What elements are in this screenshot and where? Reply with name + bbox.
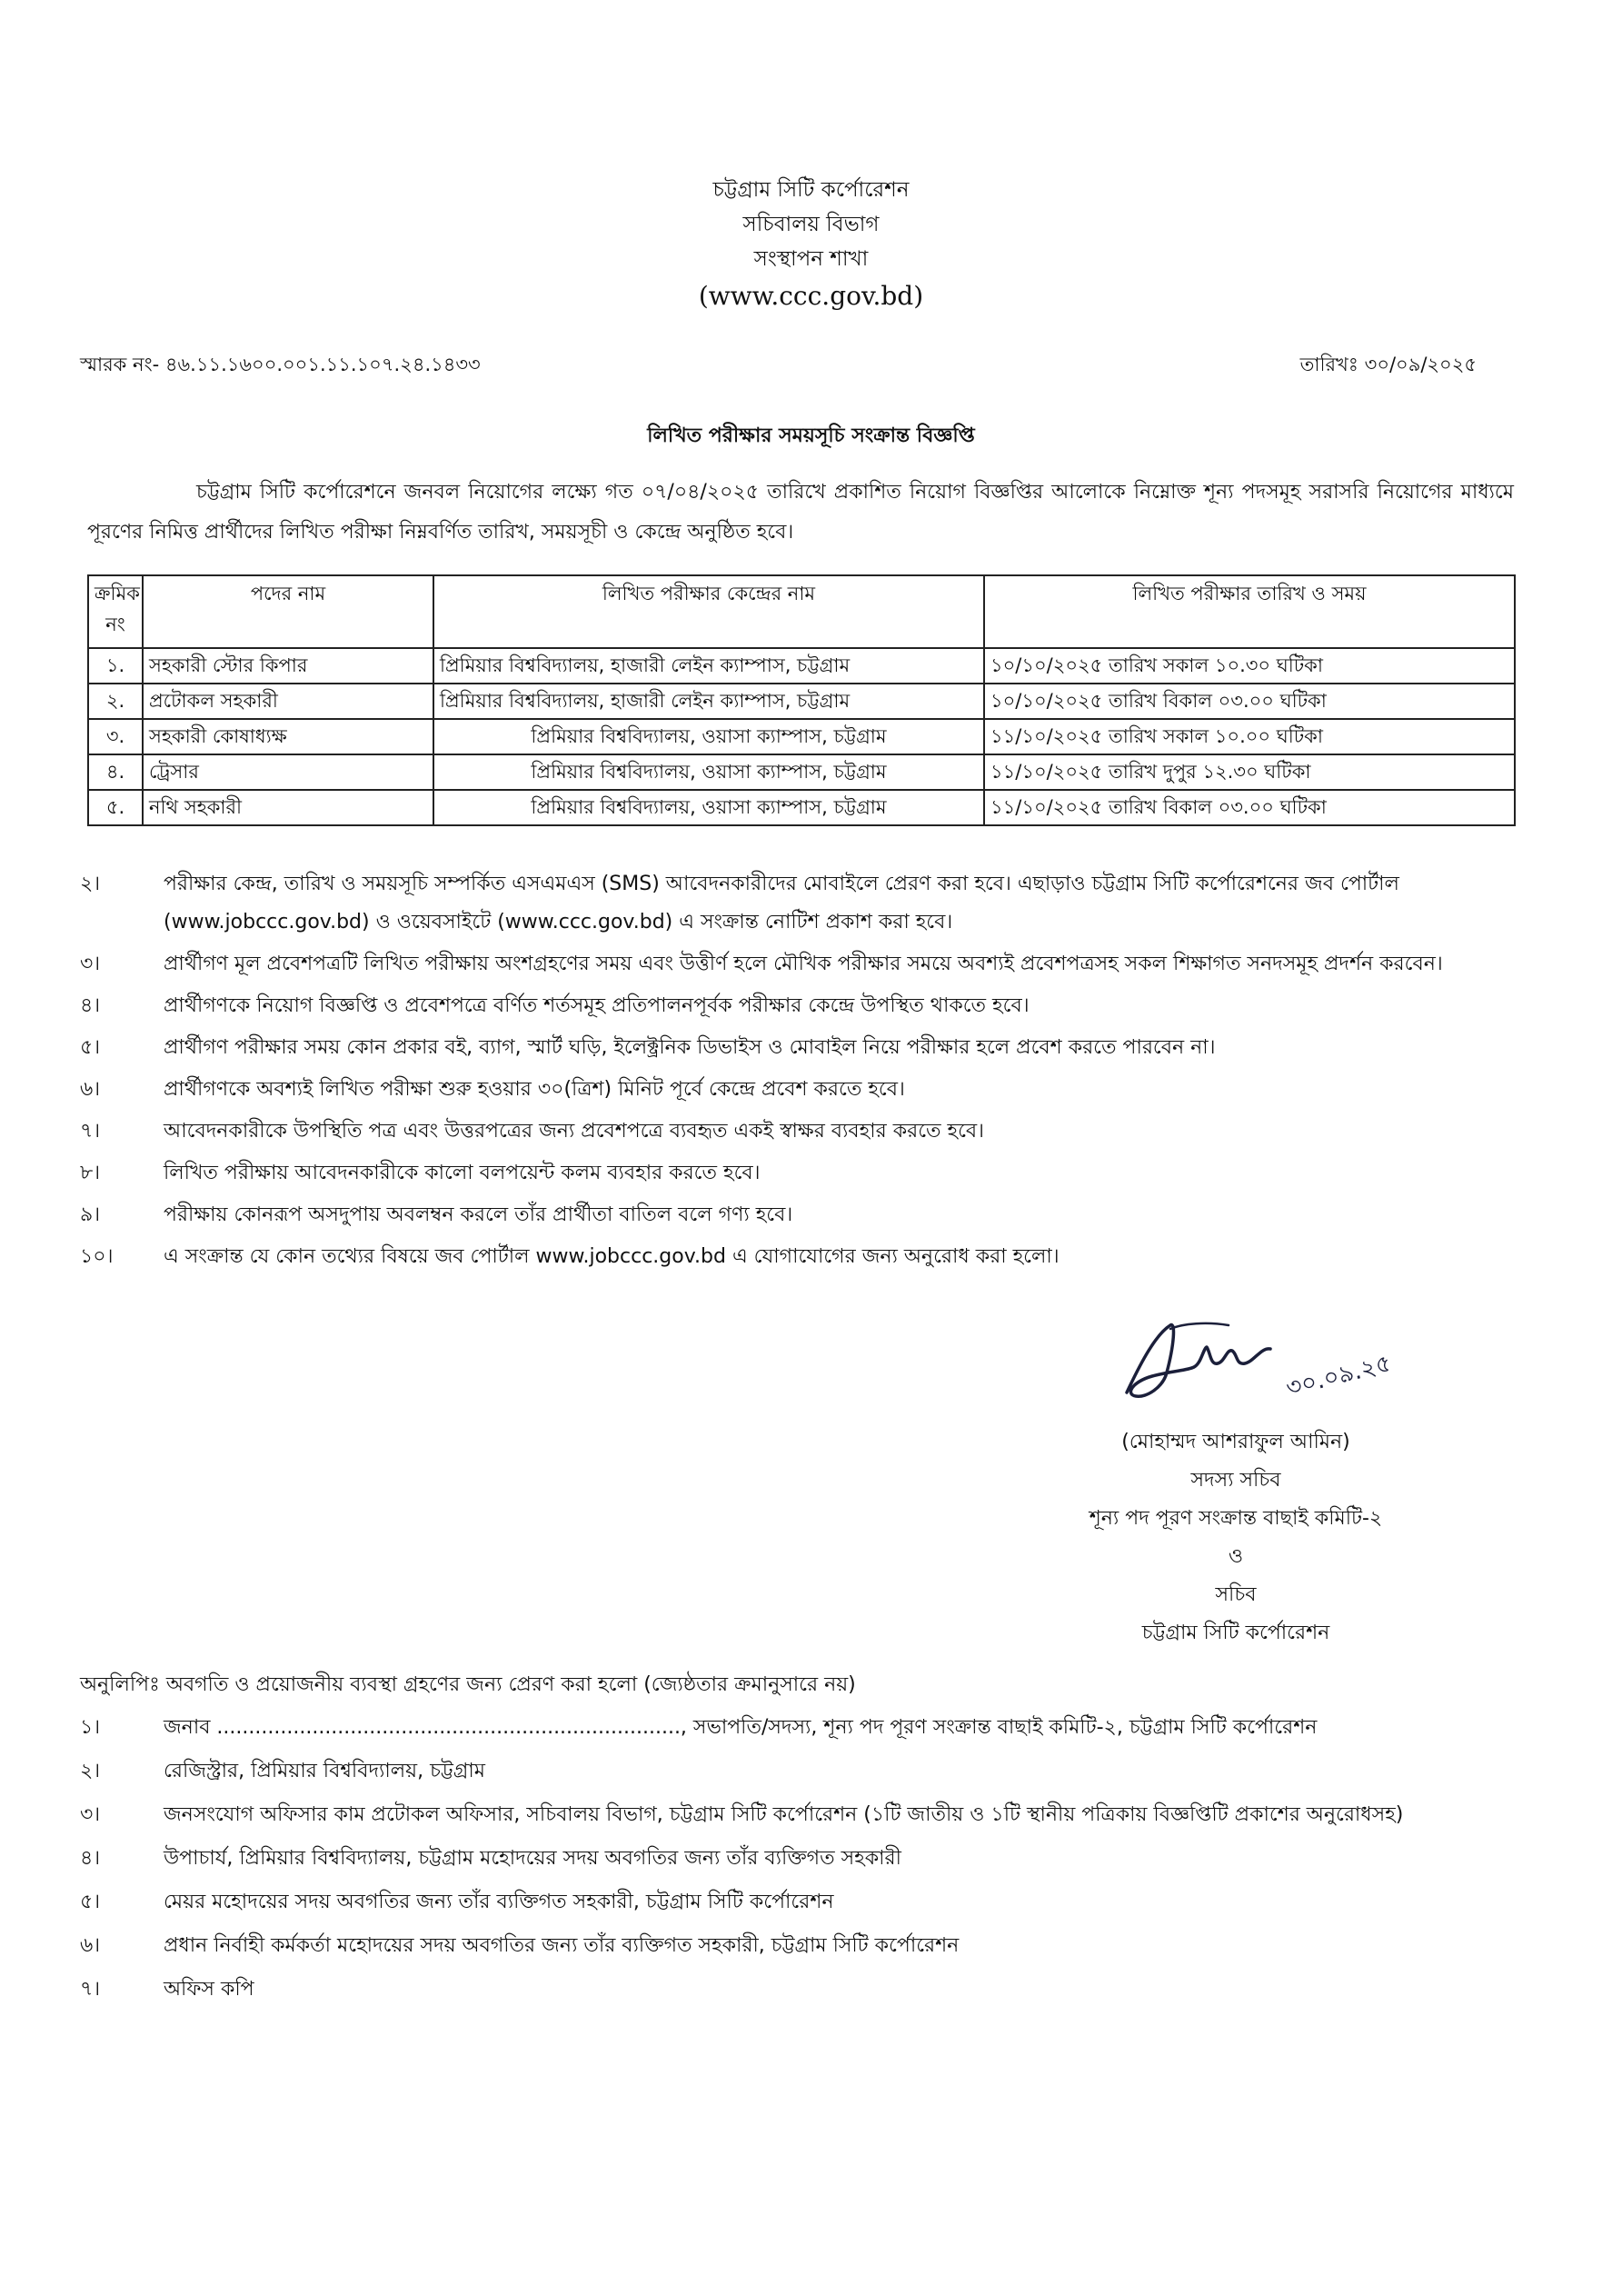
item-text: পরীক্ষার কেন্দ্র, তারিখ ও সময়সূচি সম্পর্কিত এসএমএস (SMS) আবেদনকারীদের মোবাইলে প্রেরণ করা হবে। এছাড়াও চট্টগ্রাম সিটি কর্পোরেশনের জব পোর্টাল (www.jobccc.gov.bd) ও ওয়েবসাইটে (www.ccc.gov.bd) এ সংক্রান্ত নোটিশ প্রকাশ করা হবে।: [164, 873, 1399, 933]
item-text: অফিস কপি: [164, 1978, 254, 2001]
item-number: ৭।: [80, 1978, 101, 2001]
item-text: প্রার্থীগণ পরীক্ষার সময় কোন প্রকার বই, ব্যাগ, স্মার্ট ঘড়ি, ইলেক্ট্রনিক ডিভাইস ও মোবাইল নিয়ে পরীক্ষার হলে প্রবেশ করতে পারবেন না।: [164, 1036, 1216, 1059]
table-row: [88, 754, 1515, 790]
item-number: ৩।: [80, 1803, 101, 1826]
table-row: [88, 790, 1515, 825]
table-row: [88, 684, 1515, 719]
row-serial: ২.: [88, 684, 143, 719]
list-item: [80, 1709, 1525, 1747]
copy-to-list: [80, 1709, 1525, 2014]
row-post: সহকারী কোষাধ্যক্ষ: [143, 719, 433, 754]
list-item: [80, 1238, 1525, 1276]
row-post: প্রটোকল সহকারী: [143, 684, 433, 719]
signatory-org: চট্টগ্রাম সিটি কর্পোরেশন: [1141, 1622, 1330, 1644]
col-post: পদের নাম: [143, 575, 433, 648]
row-center: প্রিমিয়ার বিশ্ববিদ্যালয়, হাজারী লেইন ক্যাম্পাস, চট্টগ্রাম: [433, 648, 984, 684]
list-item: [80, 1113, 1525, 1151]
branch-name: সংস্থাপন শাখা: [753, 247, 869, 271]
item-text: জনসংযোগ অফিসার কাম প্রটোকল অফিসার, সচিবালয় বিভাগ, চট্টগ্রাম সিটি কর্পোরেশন (১টি জাতীয় ও ১টি স্থানীয় পত্রিকায় বিজ্ঞপ্তিটি প্রকাশের অনুরোধসহ): [164, 1803, 1404, 1826]
item-number: ৬।: [80, 1078, 101, 1101]
list-item: [80, 1796, 1525, 1834]
row-serial: ৩.: [88, 719, 143, 754]
copy-to-heading: অনুলিপিঃ অবগতি ও প্রয়োজনীয় ব্যবস্থা গ্রহণের জন্য প্রেরণ করা হলো (জ্যেষ্ঠতার ক্রমানুসারে নয়): [80, 1673, 856, 1696]
item-number: ৮।: [80, 1162, 101, 1184]
item-number: ৫।: [80, 1036, 101, 1059]
signatory-block: [963, 1423, 1508, 1652]
website-url: (www.ccc.gov.bd): [698, 281, 924, 311]
item-number: ২।: [80, 1760, 101, 1782]
memo-number: স্মারক নং- ৪৬.১১.১৬০০.০০১.১১.১০৭.২৪.১৪৩৩: [80, 354, 481, 375]
exam-schedule-table: [87, 574, 1516, 826]
list-item: [80, 1840, 1525, 1878]
row-center: প্রিমিয়ার বিশ্ববিদ্যালয়, ওয়াসা ক্যাম্পাস, চট্টগ্রাম: [433, 719, 984, 754]
item-number: ৩।: [80, 953, 101, 975]
table-header-row: [88, 575, 1515, 648]
item-text: এ সংক্রান্ত যে কোন তথ্যের বিষয়ে জব পোর্টাল www.jobccc.gov.bd এ যোগাযোগের জন্য অনুরোধ করা হলো।: [164, 1245, 1060, 1268]
conjunction: ও: [1228, 1545, 1244, 1568]
table-row: [88, 648, 1515, 684]
signatory-name: (মোহাম্মদ আশরাফুল আমিন): [1121, 1431, 1350, 1453]
committee-name: শূন্য পদ পূরণ সংক্রান্ত বাছাই কমিটি-২: [1089, 1507, 1383, 1530]
row-post: নথি সহকারী: [143, 790, 433, 825]
table-row: [88, 719, 1515, 754]
item-text: প্রার্থীগণকে অবশ্যই লিখিত পরীক্ষা শুরু হওয়ার ৩০(ত্রিশ) মিনিট পূর্বে কেন্দ্রে প্রবেশ করতে হবে।: [164, 1078, 905, 1101]
letterhead: [0, 173, 1622, 316]
col-serial: ক্রমিক নং: [88, 575, 143, 648]
row-serial: ১.: [88, 648, 143, 684]
item-text: প্রার্থীগণ মূল প্রবেশপত্রটি লিখিত পরীক্ষায় অংশগ্রহণের সময় এবং উত্তীর্ণ হলে মৌখিক পরীক্ষার সময়ে অবশ্যই প্রবেশপত্রসহ সকল শিক্ষাগত সনদসমূহ প্রদর্শন করবেন।: [164, 953, 1443, 975]
item-number: ৫।: [80, 1891, 101, 1913]
signature-date: ৩০.০৯.২৫: [1283, 1350, 1395, 1403]
list-item: [80, 1029, 1525, 1067]
row-datetime: ১১/১০/২০২৫ তারিখ বিকাল ০৩.০০ ঘটিকা: [984, 790, 1515, 825]
row-serial: ৫.: [88, 790, 143, 825]
row-center: প্রিমিয়ার বিশ্ববিদ্যালয়, ওয়াসা ক্যাম্পাস, চট্টগ্রাম: [433, 790, 984, 825]
row-datetime: ১০/১০/২০২৫ তারিখ বিকাল ০৩.০০ ঘটিকা: [984, 684, 1515, 719]
list-item: [80, 987, 1525, 1025]
instructions-list: [80, 865, 1525, 1280]
row-datetime: ১১/১০/২০২৫ তারিখ সকাল ১০.০০ ঘটিকা: [984, 719, 1515, 754]
row-serial: ৪.: [88, 754, 143, 790]
handwritten-signature: [1119, 1309, 1410, 1418]
org-name: চট্টগ্রাম সিটি কর্পোরেশন: [712, 178, 910, 202]
list-item: [80, 1971, 1525, 2009]
signatory-title: সদস্য সচিব: [1190, 1469, 1281, 1492]
list-item: [80, 1927, 1525, 1965]
item-text: মেয়র মহোদয়ের সদয় অবগতির জন্য তাঁর ব্যক্তিগত সহকারী, চট্টগ্রাম সিটি কর্পোরেশন: [164, 1891, 834, 1913]
item-text: লিখিত পরীক্ষায় আবেদনকারীকে কালো বলপয়েন্ট কলম ব্যবহার করতে হবে।: [164, 1162, 761, 1184]
item-text: প্রার্থীগণকে নিয়োগ বিজ্ঞপ্তি ও প্রবেশপত্রে বর্ণিত শর্তসমূহ প্রতিপালনপূর্বক পরীক্ষার কেন্দ্রে উপস্থিত থাকতে হবে।: [164, 994, 1030, 1017]
list-item: [80, 865, 1525, 942]
item-number: ১০।: [80, 1245, 114, 1268]
row-datetime: ১১/১০/২০২৫ তারিখ দুপুর ১২.৩০ ঘটিকা: [984, 754, 1515, 790]
row-post: ট্রেসার: [143, 754, 433, 790]
list-item: [80, 1196, 1525, 1234]
item-number: ৬।: [80, 1934, 101, 1957]
item-text: পরীক্ষায় কোনরূপ অসদুপায় অবলম্বন করলে তাঁর প্রার্থীতা বাতিল বলে গণ্য হবে।: [164, 1203, 793, 1226]
intro-paragraph: চট্টগ্রাম সিটি কর্পোরেশনে জনবল নিয়োগের লক্ষ্যে গত ০৭/০৪/২০২৫ তারিখে প্রকাশিত নিয়োগ বিজ্ঞপ্তির আলোকে নিম্নোক্ত শূন্য পদসমূহ সরাসরি নিয়োগের মাধ্যমে পূরণের নিমিত্ত প্রার্থীদের লিখিত পরীক্ষা নিম্নবর্ণিত তারিখ, সময়সূচী ও কেন্দ্রে অনুষ্ঠিত হবে।: [87, 481, 1514, 544]
list-item: [80, 945, 1525, 983]
subject-title: লিখিত পরীক্ষার সময়সূচি সংক্রান্ত বিজ্ঞপ্তি: [647, 424, 975, 447]
row-post: সহকারী স্টোর কিপার: [143, 648, 433, 684]
item-text: জনাব ........................................................................., সভাপতি/সদস্য, শূন্য পদ পূরণ সংক্রান্ত বাছাই কমিটি-২, চট্টগ্রাম সিটি কর্পোরেশন: [164, 1716, 1318, 1739]
issue-date: তারিখঃ ৩০/০৯/২০২৫: [1299, 354, 1477, 375]
item-number: ২।: [80, 873, 101, 895]
item-number: ৪।: [80, 1847, 101, 1870]
list-item: [80, 1154, 1525, 1193]
item-text: রেজিস্ট্রার, প্রিমিয়ার বিশ্ববিদ্যালয়, চট্টগ্রাম: [164, 1760, 485, 1782]
row-center: প্রিমিয়ার বিশ্ববিদ্যালয়, ওয়াসা ক্যাম্পাস, চট্টগ্রাম: [433, 754, 984, 790]
item-text: উপাচার্য, প্রিমিয়ার বিশ্ববিদ্যালয়, চট্টগ্রাম মহোদয়ের সদয় অবগতির জন্য তাঁর ব্যক্তিগত সহকারী: [164, 1847, 901, 1870]
signatory-title-2: সচিব: [1215, 1583, 1257, 1606]
item-text: প্রধান নির্বাহী কর্মকর্তা মহোদয়ের সদয় অবগতির জন্য তাঁর ব্যক্তিগত সহকারী, চট্টগ্রাম সিটি কর্পোরেশন: [164, 1934, 960, 1957]
list-item: [80, 1071, 1525, 1109]
col-center: লিখিত পরীক্ষার কেন্দ্রের নাম: [433, 575, 984, 648]
list-item: [80, 1752, 1525, 1791]
row-datetime: ১০/১০/২০২৫ তারিখ সকাল ১০.৩০ ঘটিকা: [984, 648, 1515, 684]
col-datetime: লিখিত পরীক্ষার তারিখ ও সময়: [984, 575, 1515, 648]
list-item: [80, 1883, 1525, 1922]
row-center: প্রিমিয়ার বিশ্ববিদ্যালয়, হাজারী লেইন ক্যাম্পাস, চট্টগ্রাম: [433, 684, 984, 719]
item-number: ৪।: [80, 994, 101, 1017]
item-number: ১।: [80, 1716, 101, 1739]
item-text: আবেদনকারীকে উপস্থিতি পত্র এবং উত্তরপত্রের জন্য প্রবেশপত্রে ব্যবহৃত একই স্বাক্ষর ব্যবহার করতে হবে।: [164, 1120, 985, 1143]
department-name: সচিবালয় বিভাগ: [742, 213, 880, 236]
item-number: ৭।: [80, 1120, 101, 1143]
item-number: ৯।: [80, 1203, 101, 1226]
